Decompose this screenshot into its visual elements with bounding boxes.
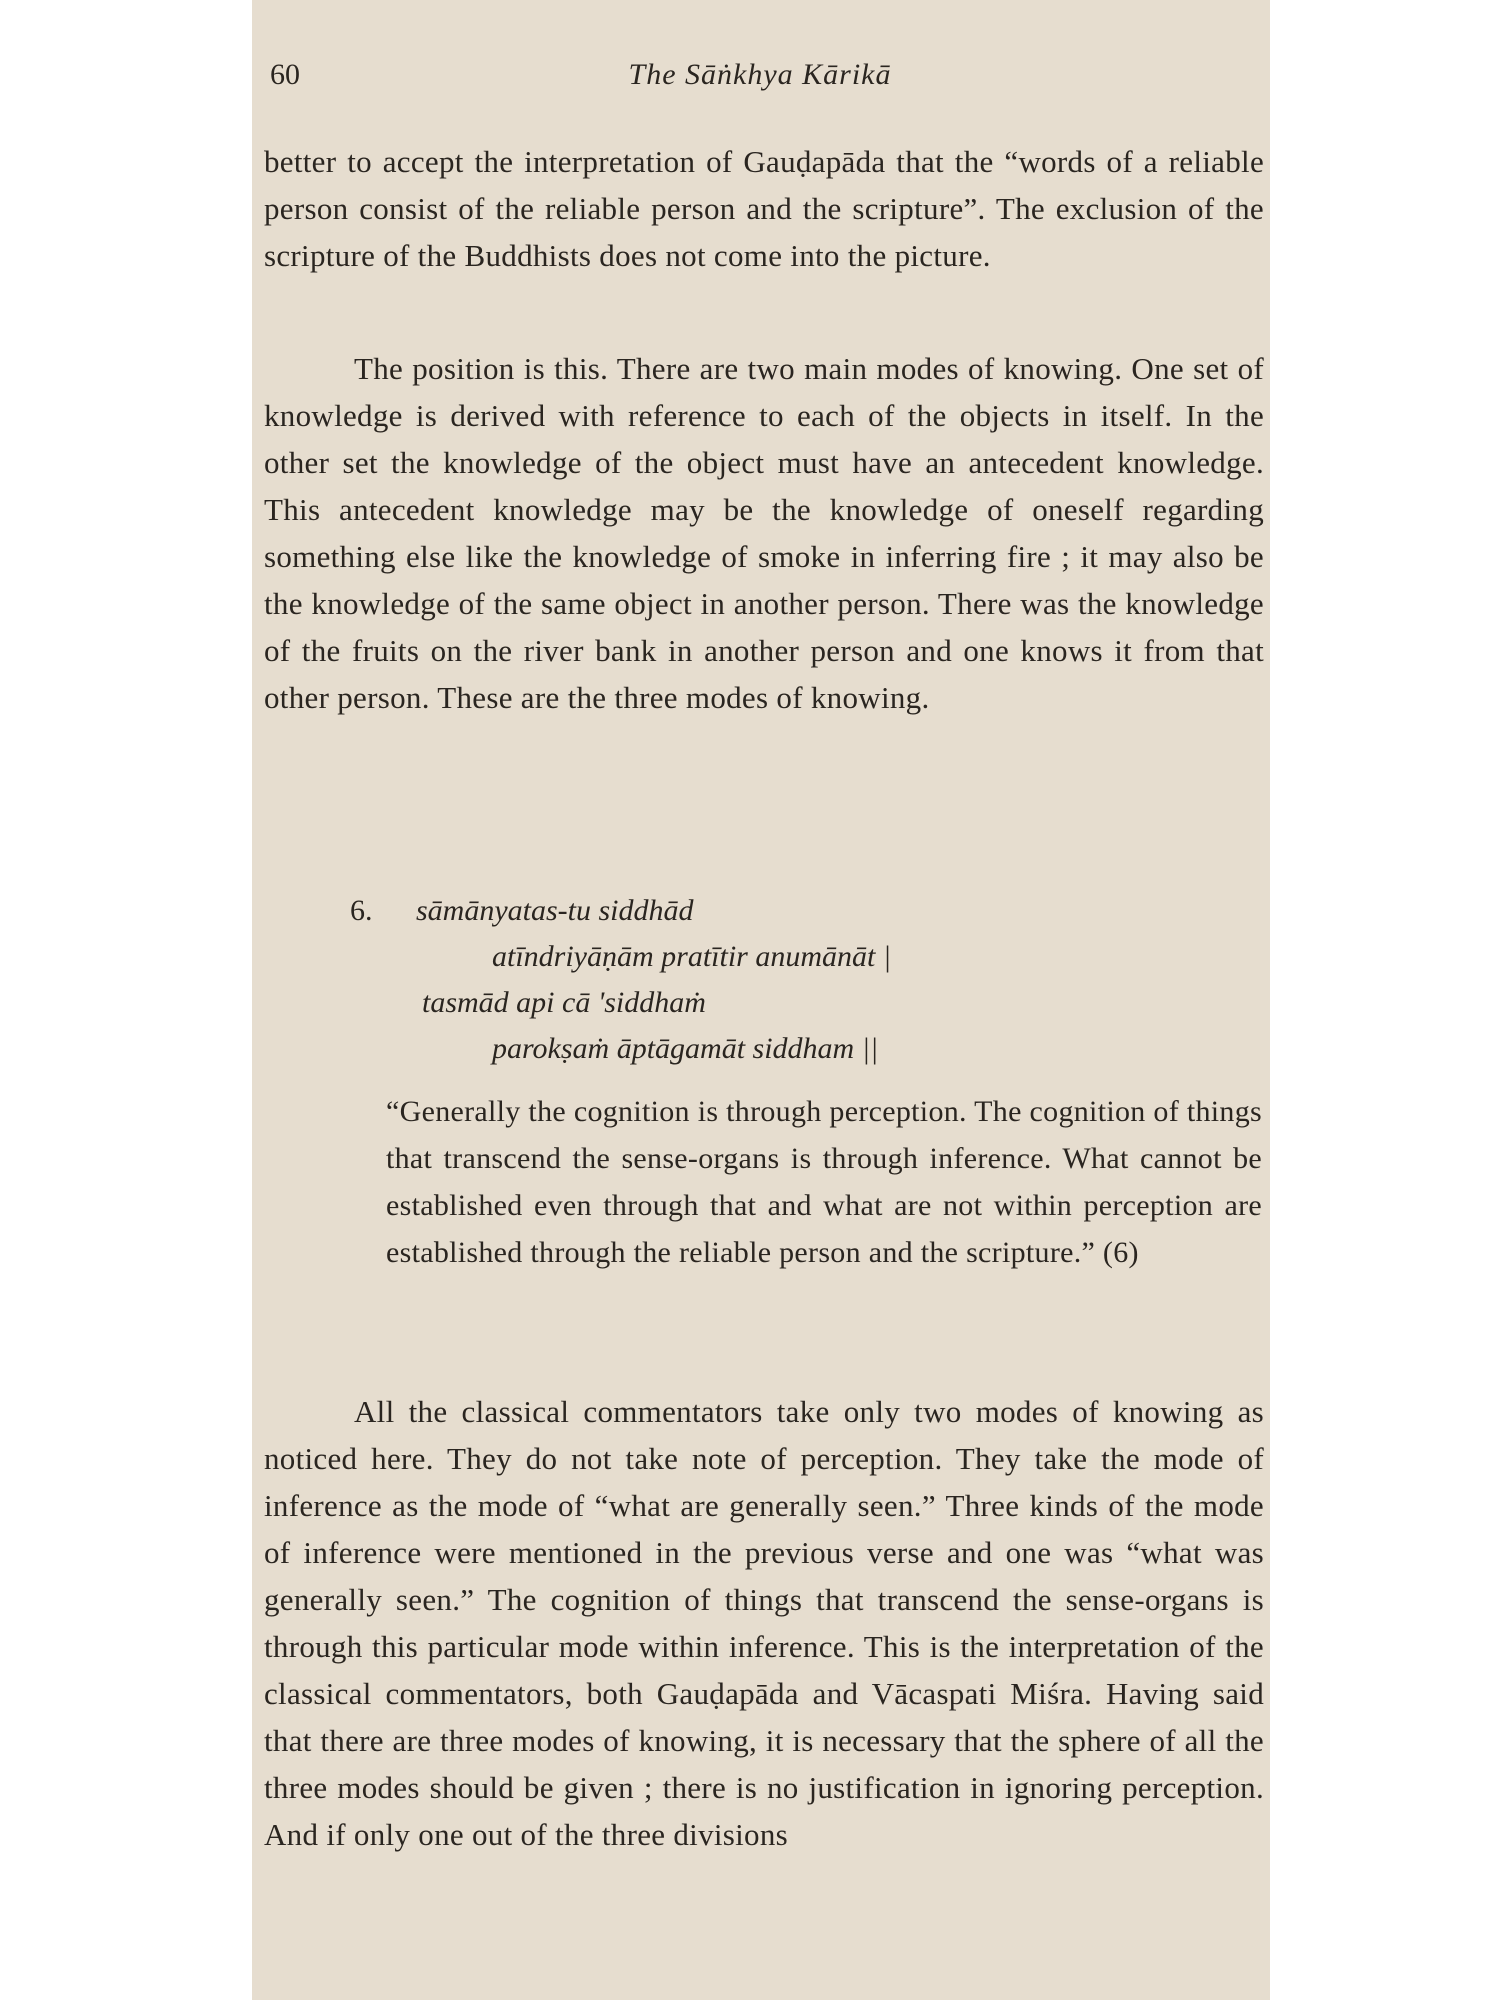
verse-line: sāmānyatas-tu siddhād	[416, 894, 694, 927]
paragraph-commentary: All the classical commentators take only two modes of knowing as noticed here. They do not take note of perception. They take the mode of inference as the mode of “what are generally seen.” Three kinds of the mode of inference were mentioned in the previous verse and one was “what was generally seen.” The cognition of things that transcend the sense-organs is through this particular mode within inference. This is the interpretation of the classical commentators, both Gauḍapāda and Vācaspati Miśra. Having said that there are three modes of knowing, it is necessary that the sphere of all the three modes should be given ; there is no justification in ignoring perception. And if only one out of the three divisions	[264, 1394, 1264, 1852]
page-header	[270, 58, 1250, 102]
verse-translation: “Generally the cognition is through perception. The cognition of things that transcend the sense-organs is through inference. What cannot be established even through that and what are not within perception are established through the reliable person and the scripture.” (6)	[386, 1095, 1262, 1269]
verse-line: tasmād api cā 'siddhaṁ	[422, 986, 706, 1019]
verse-line: parokṣaṁ āptāgamāt siddham ||	[492, 1032, 879, 1065]
verse-line: atīndriyāṇām pratītir anumānāt |	[492, 940, 892, 973]
running-title: The Sāṅkhya Kārikā	[628, 58, 892, 91]
page-number: 60	[270, 58, 300, 91]
paragraph-continued: better to accept the interpretation of Gauḍapāda that the “words of a reliable person consist of the reliable person and the scripture”. The exclusion of the scripture of the Buddhists does not come into the picture.	[264, 144, 1264, 273]
paragraph-modes-of-knowing: The position is this. There are two main modes of knowing. One set of knowledge is derived with reference to each of the objects in itself. In the other set the knowledge of the object must have an antecedent knowledge. This antecedent knowledge may be the knowledge of oneself regarding something else like the knowledge of smoke in inferring fire ; it may also be the knowledge of the same object in another person. There was the knowledge of the fruits on the river bank in another person and one knows it from that other person. These are the three modes of knowing.	[264, 351, 1264, 715]
book-page	[252, 0, 1270, 2000]
verse-number: 6.	[350, 894, 373, 927]
